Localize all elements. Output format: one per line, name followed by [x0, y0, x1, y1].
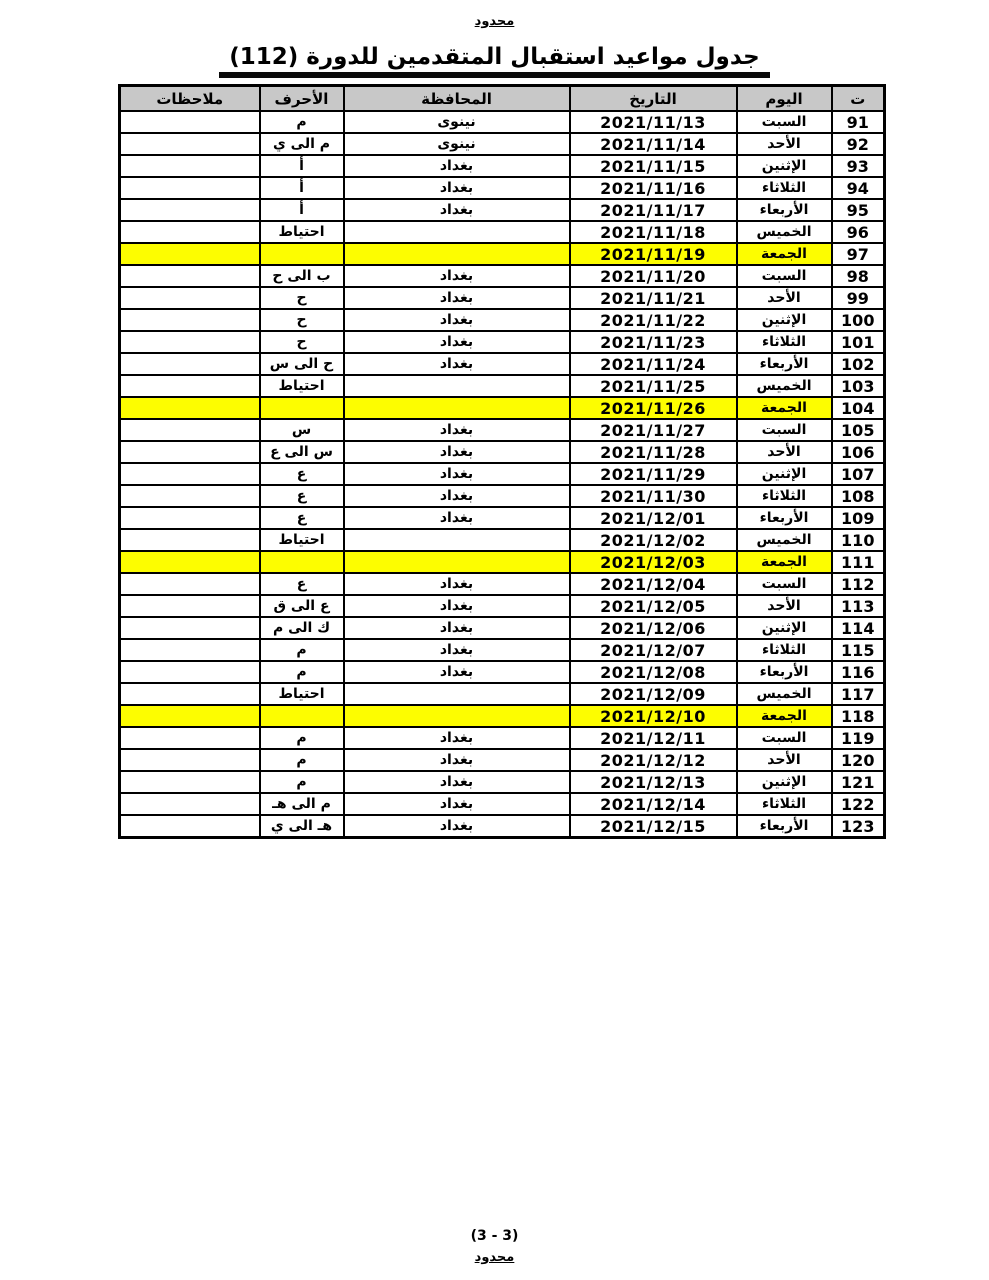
cell-letters: ح	[260, 309, 344, 331]
cell-notes	[120, 727, 260, 749]
table-row	[120, 573, 885, 595]
table-row	[120, 529, 885, 551]
cell-province: بغداد	[344, 199, 570, 221]
cell-province: بغداد	[344, 265, 570, 287]
cell-index: 108	[832, 485, 885, 507]
cell-index: 113	[832, 595, 885, 617]
cell-day: الإثنين	[737, 463, 832, 485]
column-header-index: ت	[832, 86, 885, 112]
cell-province: بغداد	[344, 485, 570, 507]
classification-top-label: محدود	[474, 14, 515, 29]
cell-notes	[120, 353, 260, 375]
table-row	[120, 375, 885, 397]
cell-day: الجمعة	[737, 551, 832, 573]
cell-day: الأحد	[737, 595, 832, 617]
cell-index: 99	[832, 287, 885, 309]
table-row	[120, 331, 885, 353]
cell-notes	[120, 309, 260, 331]
cell-province: بغداد	[344, 507, 570, 529]
cell-notes	[120, 133, 260, 155]
cell-date: 2021/11/13	[570, 111, 737, 133]
cell-province: بغداد	[344, 419, 570, 441]
table-row	[120, 749, 885, 771]
table-row	[120, 793, 885, 815]
cell-index: 104	[832, 397, 885, 419]
cell-letters: أ	[260, 177, 344, 199]
cell-day: السبت	[737, 111, 832, 133]
cell-day: الأحد	[737, 441, 832, 463]
cell-letters: م	[260, 639, 344, 661]
cell-letters: احتياط	[260, 375, 344, 397]
cell-date: 2021/12/05	[570, 595, 737, 617]
cell-date: 2021/12/11	[570, 727, 737, 749]
cell-letters	[260, 705, 344, 727]
cell-notes	[120, 463, 260, 485]
cell-notes	[120, 815, 260, 838]
cell-province: بغداد	[344, 595, 570, 617]
cell-notes	[120, 661, 260, 683]
cell-notes	[120, 683, 260, 705]
cell-notes	[120, 595, 260, 617]
cell-day: الإثنين	[737, 155, 832, 177]
cell-date: 2021/11/21	[570, 287, 737, 309]
cell-letters: هـ الى ي	[260, 815, 344, 838]
cell-notes	[120, 155, 260, 177]
cell-date: 2021/12/13	[570, 771, 737, 793]
cell-index: 101	[832, 331, 885, 353]
table-row	[120, 617, 885, 639]
cell-day: الأحد	[737, 287, 832, 309]
column-header-notes: ملاحظات	[120, 86, 260, 112]
page-title: جدول مواعيد استقبال المتقدمين للدورة (112)	[219, 44, 769, 78]
cell-day: الأربعاء	[737, 815, 832, 838]
cell-notes	[120, 617, 260, 639]
cell-date: 2021/12/01	[570, 507, 737, 529]
cell-index: 93	[832, 155, 885, 177]
cell-date: 2021/11/14	[570, 133, 737, 155]
cell-index: 91	[832, 111, 885, 133]
cell-notes	[120, 177, 260, 199]
cell-letters: ع	[260, 463, 344, 485]
cell-notes	[120, 639, 260, 661]
cell-index: 106	[832, 441, 885, 463]
cell-day: الثلاثاء	[737, 331, 832, 353]
cell-index: 122	[832, 793, 885, 815]
cell-letters: ع الى ق	[260, 595, 344, 617]
cell-index: 107	[832, 463, 885, 485]
cell-notes	[120, 375, 260, 397]
cell-date: 2021/11/16	[570, 177, 737, 199]
table-row	[120, 661, 885, 683]
cell-notes	[120, 199, 260, 221]
cell-day: السبت	[737, 419, 832, 441]
cell-index: 103	[832, 375, 885, 397]
cell-province	[344, 397, 570, 419]
table-row	[120, 507, 885, 529]
title-container	[0, 44, 989, 78]
column-header-date: التاريخ	[570, 86, 737, 112]
table-row	[120, 551, 885, 573]
cell-letters: س	[260, 419, 344, 441]
cell-day: الثلاثاء	[737, 485, 832, 507]
table-row	[120, 287, 885, 309]
cell-date: 2021/11/26	[570, 397, 737, 419]
cell-province: بغداد	[344, 749, 570, 771]
cell-letters: م	[260, 727, 344, 749]
cell-province: بغداد	[344, 639, 570, 661]
cell-date: 2021/12/04	[570, 573, 737, 595]
cell-notes	[120, 111, 260, 133]
cell-letters: احتياط	[260, 683, 344, 705]
table-row	[120, 221, 885, 243]
cell-index: 123	[832, 815, 885, 838]
cell-letters	[260, 551, 344, 573]
cell-letters: أ	[260, 199, 344, 221]
cell-date: 2021/12/03	[570, 551, 737, 573]
cell-index: 121	[832, 771, 885, 793]
cell-letters: أ	[260, 155, 344, 177]
cell-day: الإثنين	[737, 617, 832, 639]
cell-index: 94	[832, 177, 885, 199]
schedule-table	[118, 84, 886, 839]
cell-day: الأربعاء	[737, 199, 832, 221]
cell-province: بغداد	[344, 463, 570, 485]
table-row	[120, 265, 885, 287]
cell-letters: م	[260, 661, 344, 683]
cell-day: الأربعاء	[737, 507, 832, 529]
table-row	[120, 771, 885, 793]
cell-date: 2021/11/24	[570, 353, 737, 375]
cell-day: الأحد	[737, 133, 832, 155]
cell-letters: ع	[260, 573, 344, 595]
cell-notes	[120, 705, 260, 727]
cell-notes	[120, 243, 260, 265]
cell-day: الخميس	[737, 683, 832, 705]
column-header-letters: الأحرف	[260, 86, 344, 112]
cell-letters: ع	[260, 485, 344, 507]
table-row	[120, 727, 885, 749]
cell-notes	[120, 793, 260, 815]
cell-day: الخميس	[737, 221, 832, 243]
cell-index: 97	[832, 243, 885, 265]
cell-letters: م	[260, 771, 344, 793]
cell-date: 2021/11/17	[570, 199, 737, 221]
cell-day: الثلاثاء	[737, 177, 832, 199]
cell-province: بغداد	[344, 331, 570, 353]
cell-notes	[120, 573, 260, 595]
cell-day: الأحد	[737, 749, 832, 771]
cell-day: الإثنين	[737, 771, 832, 793]
cell-letters: م الى ي	[260, 133, 344, 155]
table-row	[120, 485, 885, 507]
cell-date: 2021/12/02	[570, 529, 737, 551]
cell-notes	[120, 485, 260, 507]
cell-day: السبت	[737, 573, 832, 595]
cell-letters	[260, 397, 344, 419]
cell-date: 2021/11/23	[570, 331, 737, 353]
cell-date: 2021/11/20	[570, 265, 737, 287]
cell-letters: ح	[260, 331, 344, 353]
table-row	[120, 177, 885, 199]
cell-index: 112	[832, 573, 885, 595]
cell-date: 2021/11/18	[570, 221, 737, 243]
cell-day: الأربعاء	[737, 353, 832, 375]
cell-notes	[120, 441, 260, 463]
cell-letters: ح الى س	[260, 353, 344, 375]
cell-province	[344, 551, 570, 573]
cell-day: الإثنين	[737, 309, 832, 331]
cell-province: نينوى	[344, 133, 570, 155]
cell-notes	[120, 397, 260, 419]
cell-province	[344, 529, 570, 551]
cell-index: 120	[832, 749, 885, 771]
column-header-day: اليوم	[737, 86, 832, 112]
cell-notes	[120, 221, 260, 243]
cell-day: الثلاثاء	[737, 639, 832, 661]
table-row	[120, 705, 885, 727]
table-row	[120, 243, 885, 265]
cell-index: 98	[832, 265, 885, 287]
cell-day: الثلاثاء	[737, 793, 832, 815]
cell-date: 2021/11/25	[570, 375, 737, 397]
cell-day: الخميس	[737, 375, 832, 397]
cell-day: الجمعة	[737, 243, 832, 265]
cell-date: 2021/12/10	[570, 705, 737, 727]
table-row	[120, 133, 885, 155]
page-number: (3 - 3)	[470, 1228, 519, 1244]
cell-letters: احتياط	[260, 529, 344, 551]
cell-index: 116	[832, 661, 885, 683]
cell-letters: ع	[260, 507, 344, 529]
cell-province: بغداد	[344, 287, 570, 309]
cell-notes	[120, 331, 260, 353]
cell-date: 2021/12/06	[570, 617, 737, 639]
cell-letters: م	[260, 111, 344, 133]
table-row	[120, 683, 885, 705]
cell-province	[344, 375, 570, 397]
cell-notes	[120, 265, 260, 287]
cell-date: 2021/11/19	[570, 243, 737, 265]
table-row	[120, 155, 885, 177]
cell-index: 100	[832, 309, 885, 331]
cell-date: 2021/12/15	[570, 815, 737, 838]
cell-letters: ب الى ح	[260, 265, 344, 287]
cell-index: 110	[832, 529, 885, 551]
cell-province: بغداد	[344, 309, 570, 331]
cell-date: 2021/12/08	[570, 661, 737, 683]
cell-index: 115	[832, 639, 885, 661]
cell-province: بغداد	[344, 771, 570, 793]
column-header-province: المحافظة	[344, 86, 570, 112]
table-row	[120, 815, 885, 838]
cell-province	[344, 705, 570, 727]
cell-letters: ح	[260, 287, 344, 309]
cell-index: 117	[832, 683, 885, 705]
cell-province: بغداد	[344, 353, 570, 375]
cell-notes	[120, 529, 260, 551]
cell-date: 2021/11/28	[570, 441, 737, 463]
cell-index: 95	[832, 199, 885, 221]
cell-index: 111	[832, 551, 885, 573]
table-row	[120, 199, 885, 221]
cell-index: 96	[832, 221, 885, 243]
cell-province: بغداد	[344, 793, 570, 815]
classification-bottom-label: محدود	[474, 1250, 515, 1265]
cell-index: 109	[832, 507, 885, 529]
cell-province: بغداد	[344, 661, 570, 683]
cell-date: 2021/11/30	[570, 485, 737, 507]
cell-province: نينوى	[344, 111, 570, 133]
cell-index: 102	[832, 353, 885, 375]
table-row	[120, 441, 885, 463]
table-row	[120, 419, 885, 441]
cell-date: 2021/11/27	[570, 419, 737, 441]
cell-date: 2021/11/29	[570, 463, 737, 485]
cell-index: 92	[832, 133, 885, 155]
cell-date: 2021/12/14	[570, 793, 737, 815]
table-row	[120, 353, 885, 375]
cell-index: 119	[832, 727, 885, 749]
cell-province: بغداد	[344, 177, 570, 199]
cell-letters: ك الى م	[260, 617, 344, 639]
cell-notes	[120, 507, 260, 529]
cell-province: بغداد	[344, 617, 570, 639]
table-row	[120, 595, 885, 617]
cell-province: بغداد	[344, 815, 570, 838]
cell-notes	[120, 749, 260, 771]
cell-province	[344, 243, 570, 265]
table-row	[120, 111, 885, 133]
cell-index: 105	[832, 419, 885, 441]
cell-date: 2021/11/22	[570, 309, 737, 331]
cell-index: 118	[832, 705, 885, 727]
cell-date: 2021/12/07	[570, 639, 737, 661]
cell-day: الأربعاء	[737, 661, 832, 683]
cell-day: السبت	[737, 727, 832, 749]
cell-province: بغداد	[344, 155, 570, 177]
cell-notes	[120, 551, 260, 573]
table-row	[120, 397, 885, 419]
cell-day: السبت	[737, 265, 832, 287]
cell-day: الخميس	[737, 529, 832, 551]
cell-index: 114	[832, 617, 885, 639]
table-row	[120, 639, 885, 661]
cell-letters: س الى ع	[260, 441, 344, 463]
table-header-row	[120, 86, 885, 112]
cell-date: 2021/11/15	[570, 155, 737, 177]
cell-letters	[260, 243, 344, 265]
cell-day: الجمعة	[737, 705, 832, 727]
cell-notes	[120, 771, 260, 793]
cell-letters: احتياط	[260, 221, 344, 243]
cell-notes	[120, 419, 260, 441]
cell-date: 2021/12/12	[570, 749, 737, 771]
table-row	[120, 309, 885, 331]
table-row	[120, 463, 885, 485]
cell-date: 2021/12/09	[570, 683, 737, 705]
cell-province	[344, 221, 570, 243]
cell-letters: م	[260, 749, 344, 771]
cell-province: بغداد	[344, 441, 570, 463]
cell-letters: م الى هـ	[260, 793, 344, 815]
cell-notes	[120, 287, 260, 309]
cell-province: بغداد	[344, 573, 570, 595]
cell-day: الجمعة	[737, 397, 832, 419]
cell-province: بغداد	[344, 727, 570, 749]
cell-province	[344, 683, 570, 705]
